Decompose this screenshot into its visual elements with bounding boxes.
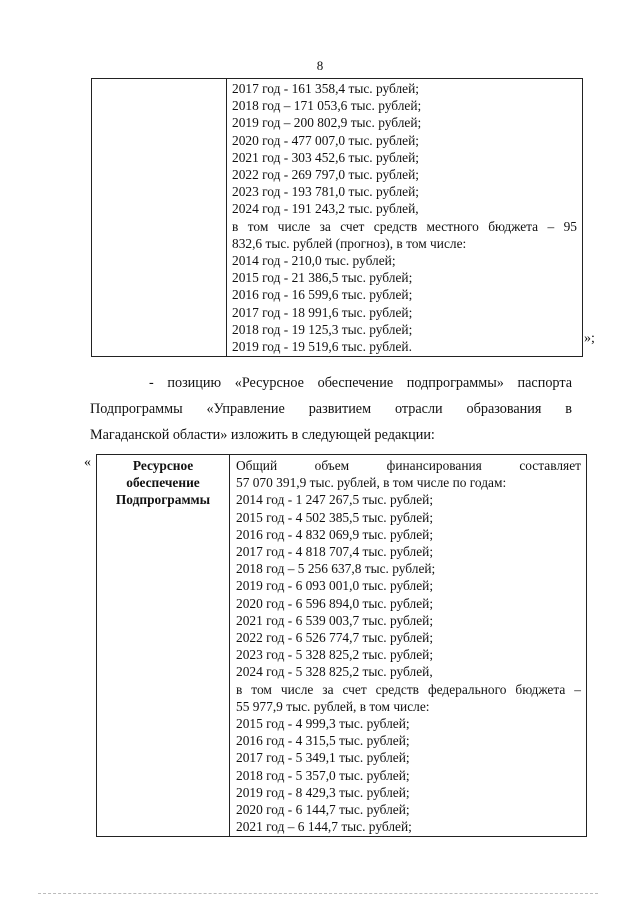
total-funding-line-cont: 57 070 391,9 тыс. рублей, в том числе по годам: [236, 475, 507, 491]
resource-provision-table [96, 454, 587, 837]
federal-year-line: 2021 год – 6 144,7 тыс. рублей; [236, 819, 412, 835]
paragraph-line: - позицию «Ресурсное обеспечение подпрограммы» паспорта [149, 375, 572, 391]
federal-year-line: 2018 год - 5 357,0 тыс. рублей; [236, 767, 410, 783]
local-year-line: 2014 год - 210,0 тыс. рублей; [232, 253, 396, 269]
year-line: 2022 год - 269 797,0 тыс. рублей; [232, 167, 419, 183]
year-line: 2018 год – 171 053,6 тыс. рублей; [232, 98, 422, 114]
year-line: 2017 год - 161 358,4 тыс. рублей; [232, 81, 419, 96]
local-year-line: 2016 год - 16 599,6 тыс. рублей; [232, 287, 413, 303]
year-line: 2021 год - 6 539 003,7 тыс. рублей; [236, 612, 434, 628]
resource-provision-content [230, 455, 587, 837]
amendment-paragraph [90, 370, 572, 448]
year-line: 2023 год - 193 781,0 тыс. рублей; [232, 184, 419, 200]
year-line: 2014 год - 1 247 267,5 тыс. рублей; [236, 492, 434, 508]
resource-provision-label: Ресурсное обеспечение Подпрограммы [97, 455, 230, 837]
local-year-line: 2019 год - 19 519,6 тыс. рублей. [232, 339, 412, 355]
year-line: 2024 год - 191 243,2 тыс. рублей, [232, 201, 419, 217]
federal-year-line: 2020 год - 6 144,7 тыс. рублей; [236, 802, 410, 818]
paragraph-line: Подпрограммы «Управление развитием отрасли образования в [90, 401, 572, 417]
year-line: 2022 год - 6 526 774,7 тыс. рублей; [236, 630, 434, 646]
footer-divider [38, 893, 598, 894]
federal-year-line: 2016 год - 4 315,5 тыс. рублей; [236, 733, 410, 749]
year-line: 2019 год – 200 802,9 тыс. рублей; [232, 115, 422, 131]
page-number: 8 [316, 58, 324, 73]
year-line: 2016 год - 4 832 069,9 тыс. рублей; [236, 526, 434, 542]
closing-quote-mark: »; [584, 331, 595, 346]
federal-year-line: 2019 год - 8 429,3 тыс. рублей; [236, 784, 410, 800]
year-line: 2015 год - 4 502 385,5 тыс. рублей; [236, 509, 434, 525]
year-line: 2020 год - 477 007,0 тыс. рублей; [232, 132, 419, 148]
year-line: 2020 год - 6 596 894,0 тыс. рублей; [236, 595, 434, 611]
local-year-line: 2015 год - 21 386,5 тыс. рублей; [232, 270, 413, 286]
year-line: 2023 год - 5 328 825,2 тыс. рублей; [236, 647, 434, 663]
funding-table-continued [91, 78, 583, 357]
year-line: 2018 год – 5 256 637,8 тыс. рублей; [236, 561, 436, 577]
federal-budget-heading-cont: 55 977,9 тыс. рублей, в том числе: [236, 698, 430, 714]
total-funding-line: Общий объем финансирования составляет [236, 458, 581, 473]
table-left-cell-empty [92, 79, 227, 357]
local-year-line: 2018 год - 19 125,3 тыс. рублей; [232, 321, 413, 337]
federal-year-line: 2017 год - 5 349,1 тыс. рублей; [236, 750, 410, 766]
local-year-line: 2017 год - 18 991,6 тыс. рублей; [232, 304, 413, 320]
table-right-cell [227, 79, 583, 357]
year-line: 2024 год - 5 328 825,2 тыс. рублей, [236, 664, 433, 680]
local-budget-heading-cont: 832,6 тыс. рублей (прогноз), в том числе: [232, 235, 467, 251]
paragraph-line: Магаданской области» изложить в следующей редакции: [90, 427, 435, 443]
opening-quote-mark: « [84, 455, 91, 470]
federal-year-line: 2015 год - 4 999,3 тыс. рублей; [236, 716, 410, 732]
year-line: 2021 год - 303 452,6 тыс. рублей; [232, 149, 419, 165]
year-line: 2017 год - 4 818 707,4 тыс. рублей; [236, 544, 434, 560]
year-line: 2019 год - 6 093 001,0 тыс. рублей; [236, 578, 434, 594]
federal-budget-heading: в том числе за счет средств федерального бюджета – [236, 681, 581, 697]
local-budget-heading: в том числе за счет средств местного бюджета – 95 [232, 218, 577, 234]
